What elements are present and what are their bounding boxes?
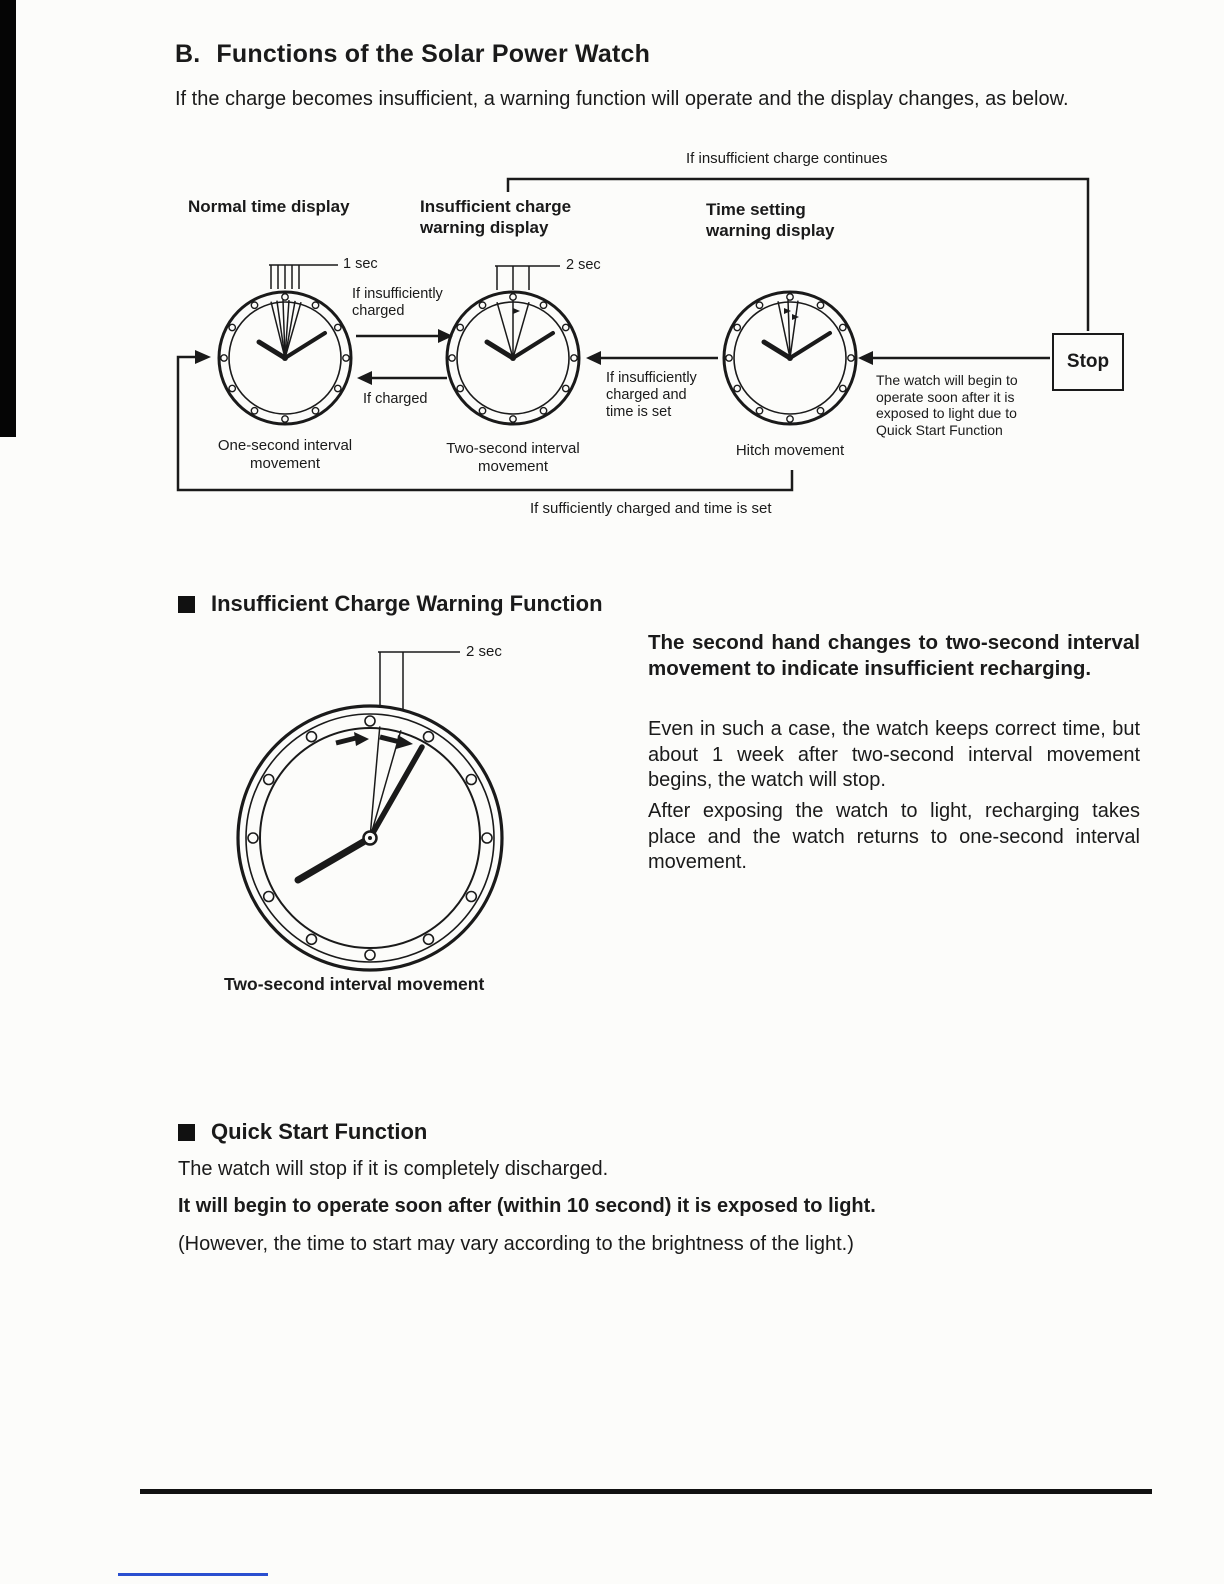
clock-two-second-large (238, 706, 502, 970)
intro-paragraph: If the charge becomes insufficient, a warning function will operate and the display changes, as below. (175, 88, 1069, 110)
scan-artifact-left-bar (0, 0, 16, 437)
flow-continue-label: If insufficient charge continues (686, 150, 888, 167)
caption-two-second: Two-second interval movement (446, 440, 580, 476)
flow-quick-start-note: The watch will begin to operate soon after it is exposed to light due to Quick Start Function (876, 372, 1018, 438)
quick-start-line-2: It will begin to operate soon after (within 10 second) it is exposed to light. (178, 1195, 876, 1217)
caption-hitch: Hitch movement (735, 442, 845, 459)
stop-box (1052, 333, 1124, 391)
warning-section-heading (178, 591, 603, 617)
clock-one-second (219, 292, 351, 424)
square-bullet-icon (178, 596, 195, 613)
quick-start-line-3: (However, the time to start may vary according to the brightness of the light.) (178, 1233, 854, 1255)
quick-start-line-1: The watch will stop if it is completely discharged. (178, 1158, 609, 1180)
flow-arrow-label-insufficient-and-set: If insufficiently charged and time is set (606, 370, 697, 421)
page-title-prefix: B. (175, 40, 201, 68)
quick-start-section-heading (178, 1119, 427, 1145)
clock-two-second (447, 292, 579, 424)
warning-lead-paragraph: The second hand changes to two-second interval movement to indicate insufficient recharging. (648, 631, 1140, 681)
warning-paragraph-1: Even in such a case, the watch keeps correct time, but about 1 week after two-second interval movement begins, the watch will stop. (648, 718, 1140, 792)
caption-one-second: One-second interval movement (217, 437, 353, 473)
warning-heading-text: Insufficient Charge Warning Function (211, 591, 603, 616)
warning-paragraph-2: After exposing the watch to light, recharging takes place and the watch returns to one-second interval movement. (648, 800, 1140, 874)
large-clock-caption: Two-second interval movement (224, 974, 485, 994)
flow-arrow-label-insufficiently-charged: If insufficiently charged (352, 286, 443, 320)
flow-title-normal: Normal time display (188, 197, 350, 216)
flow-sufficient-label: If sufficiently charged and time is set (530, 500, 772, 517)
flow-title-time-setting: Time setting warning display (706, 200, 835, 241)
flow-title-insufficient: Insufficient charge warning display (420, 197, 572, 238)
page-title-text: Functions of the Solar Power Watch (216, 40, 651, 68)
flow-two-sec-label: 2 sec (566, 257, 601, 273)
flow-one-sec-label: 1 sec (343, 256, 378, 272)
warning-two-sec-label: 2 sec (466, 643, 502, 660)
page-title (175, 40, 650, 69)
quick-start-heading-text: Quick Start Function (211, 1119, 428, 1144)
clock-hitch (724, 292, 856, 424)
flow-arrow-label-if-charged: If charged (363, 391, 428, 407)
square-bullet-icon (178, 1124, 195, 1141)
stop-label: Stop (1066, 351, 1110, 372)
